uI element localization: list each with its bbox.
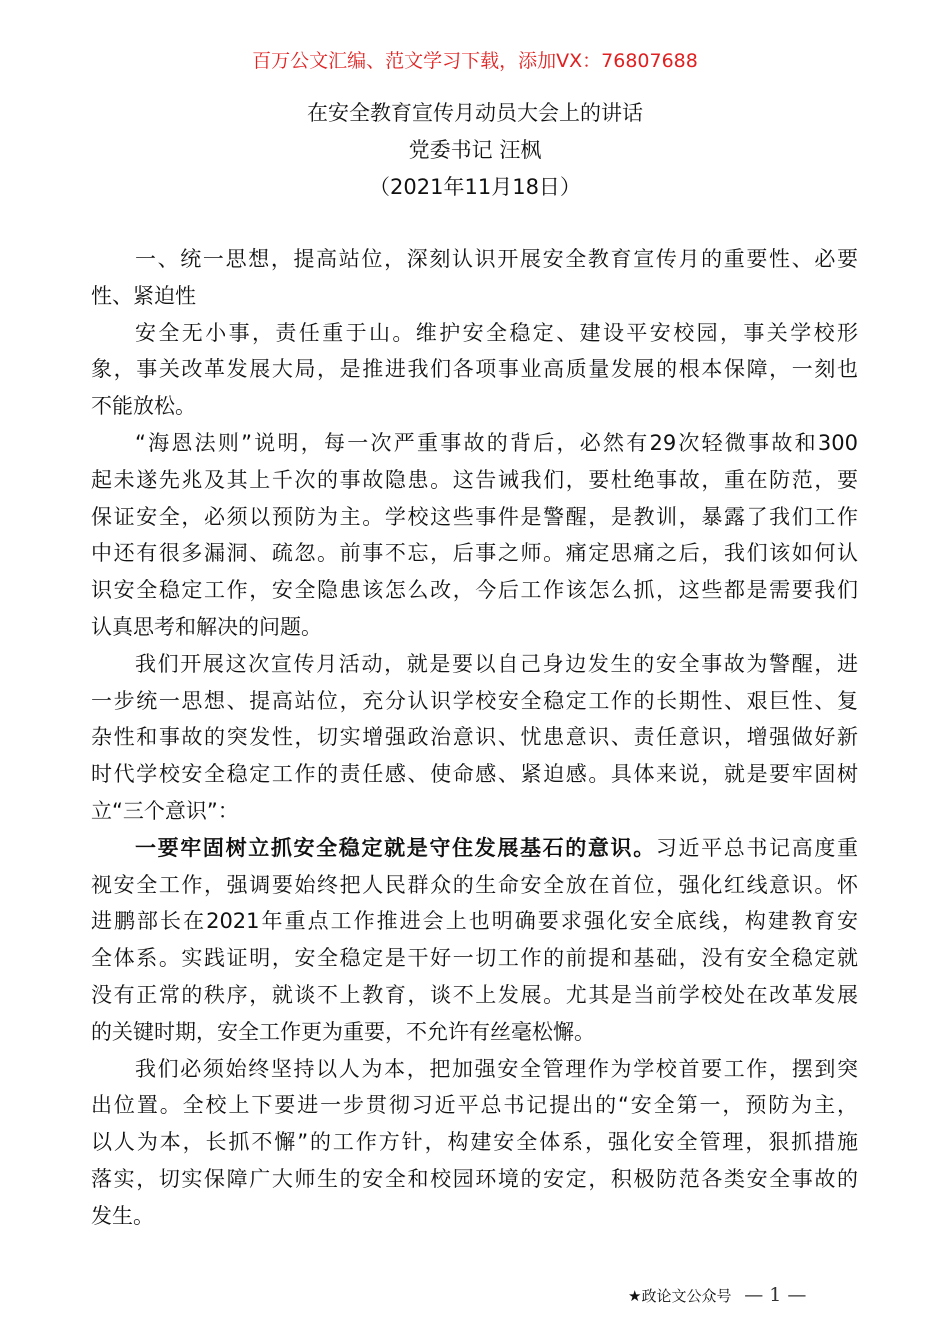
text-line <box>91 1087 858 1124</box>
text-line <box>91 977 858 1014</box>
text-line <box>91 1198 858 1235</box>
page-footer <box>628 1284 806 1306</box>
line-text: 全体系。实践证明，安全稳定是干好一切工作的前提和基础，没有安全稳定就 <box>91 946 858 971</box>
text-line <box>91 646 858 683</box>
line-text: 视安全工作，强调要始终把人民群众的生命安全放在首位，强化红线意识。怀 <box>91 872 858 897</box>
line-text: 中还有很多漏洞、疏忽。前事不忘，后事之师。痛定思痛之后，我们该如何认 <box>91 541 858 566</box>
document-body <box>91 241 858 1235</box>
paragraph <box>91 425 858 646</box>
text-line <box>91 388 858 425</box>
text-line <box>91 793 858 830</box>
line-text: 杂性和事故的突发性，切实增强政治意识、忧患意识、责任意识，增强做好新 <box>91 725 858 750</box>
line-text: 象，事关改革发展大局，是推进我们各项事业高质量发展的根本保障，一刻也 <box>91 357 858 382</box>
text-line <box>91 315 858 352</box>
page-number: — 1 — <box>744 1284 807 1306</box>
line-text: 一、统一思想，提高站位，深刻认识开展安全教育宣传月的重要性、必要 <box>135 247 858 271</box>
line-text: 时代学校安全稳定工作的责任感、使命感、紧迫感。具体来说，就是要牢固树 <box>91 762 858 787</box>
text-line <box>91 535 858 572</box>
text-line <box>91 940 858 977</box>
paragraph <box>91 830 858 1051</box>
text-line <box>91 609 858 646</box>
text-line <box>91 903 858 940</box>
line-text: 发生。 <box>91 1203 154 1228</box>
line-text: 习近平总书记高度重 <box>655 835 859 860</box>
text-line <box>91 719 858 756</box>
text-line <box>91 1161 858 1198</box>
text-line <box>91 1014 858 1051</box>
line-text: 我们必须始终坚持以人为本，把加强安全管理作为学校首要工作，摆到突 <box>135 1056 858 1081</box>
line-text: 立“三个意识”： <box>91 798 239 823</box>
paragraph <box>91 646 858 830</box>
line-text: 性、紧迫性 <box>91 283 196 308</box>
footer-source: ★政论文公众号 <box>628 1287 732 1305</box>
text-line <box>91 867 858 904</box>
paragraph <box>91 241 858 315</box>
text-line <box>91 1051 858 1088</box>
line-text: 落实，切实保障广大师生的安全和校园环境的安定，积极防范各类安全事故的 <box>91 1166 858 1191</box>
text-line <box>91 278 858 315</box>
text-line <box>91 425 858 462</box>
paragraph <box>91 1051 858 1235</box>
text-line <box>91 241 858 278</box>
document-author: 党委书记 汪枫 <box>408 138 542 162</box>
text-line <box>91 683 858 720</box>
watermark-banner: 百万公文汇编、范文学习下载，添加VX：76807688 <box>252 50 698 72</box>
line-text: 进鹏部长在2021年重点工作推进会上也明确要求强化安全底线，构建教育安 <box>91 909 858 934</box>
text-line <box>91 756 858 793</box>
line-text: 我们开展这次宣传月活动，就是要以自己身边发生的安全事故为警醒，进 <box>135 651 858 676</box>
line-text: 起未遂先兆及其上千次的事故隐患。这告诫我们，要杜绝事故，重在防范，要 <box>91 467 858 492</box>
line-text: “海恩法则”说明，每一次严重事故的背后，必然有29次轻微事故和300 <box>135 430 858 455</box>
document-date: （2021年11月18日） <box>369 175 581 199</box>
text-line <box>91 462 858 499</box>
line-text: 保证安全，必须以预防为主。学校这些事件是警醒，是教训，暴露了我们工作 <box>91 504 858 529</box>
paragraph <box>91 315 858 425</box>
line-text: 出位置。全校上下要进一步贯彻习近平总书记提出的“安全第一，预防为主， <box>91 1093 858 1118</box>
line-text: 没有正常的秩序，就谈不上教育，谈不上发展。尤其是当前学校处在改革发展 <box>91 982 858 1007</box>
line-text: 不能放松。 <box>91 394 196 419</box>
line-text: 识安全稳定工作，安全隐患该怎么改，今后工作该怎么抓，这些都是需要我们 <box>91 578 858 603</box>
text-line <box>91 1124 858 1161</box>
text-line <box>91 572 858 609</box>
line-text: 的关键时期，安全工作更为重要，不允许有丝毫松懈。 <box>91 1019 595 1044</box>
document-title: 在安全教育宣传月动员大会上的讲话 <box>307 101 643 125</box>
text-line <box>91 830 858 867</box>
line-text: 一步统一思想、提高站位，充分认识学校安全稳定工作的长期性、艰巨性、复 <box>91 688 858 713</box>
text-line <box>91 351 858 388</box>
line-text: 安全无小事，责任重于山。维护安全稳定、建设平安校园，事关学校形 <box>135 320 858 345</box>
line-text: 以人为本，长抓不懈”的工作方针，构建安全体系，强化安全管理，狠抓措施 <box>91 1130 858 1155</box>
text-line <box>91 499 858 536</box>
line-text: 认真思考和解决的问题。 <box>91 614 322 639</box>
bold-heading: 一要牢固树立抓安全稳定就是守住发展基石的意识。 <box>135 835 656 860</box>
